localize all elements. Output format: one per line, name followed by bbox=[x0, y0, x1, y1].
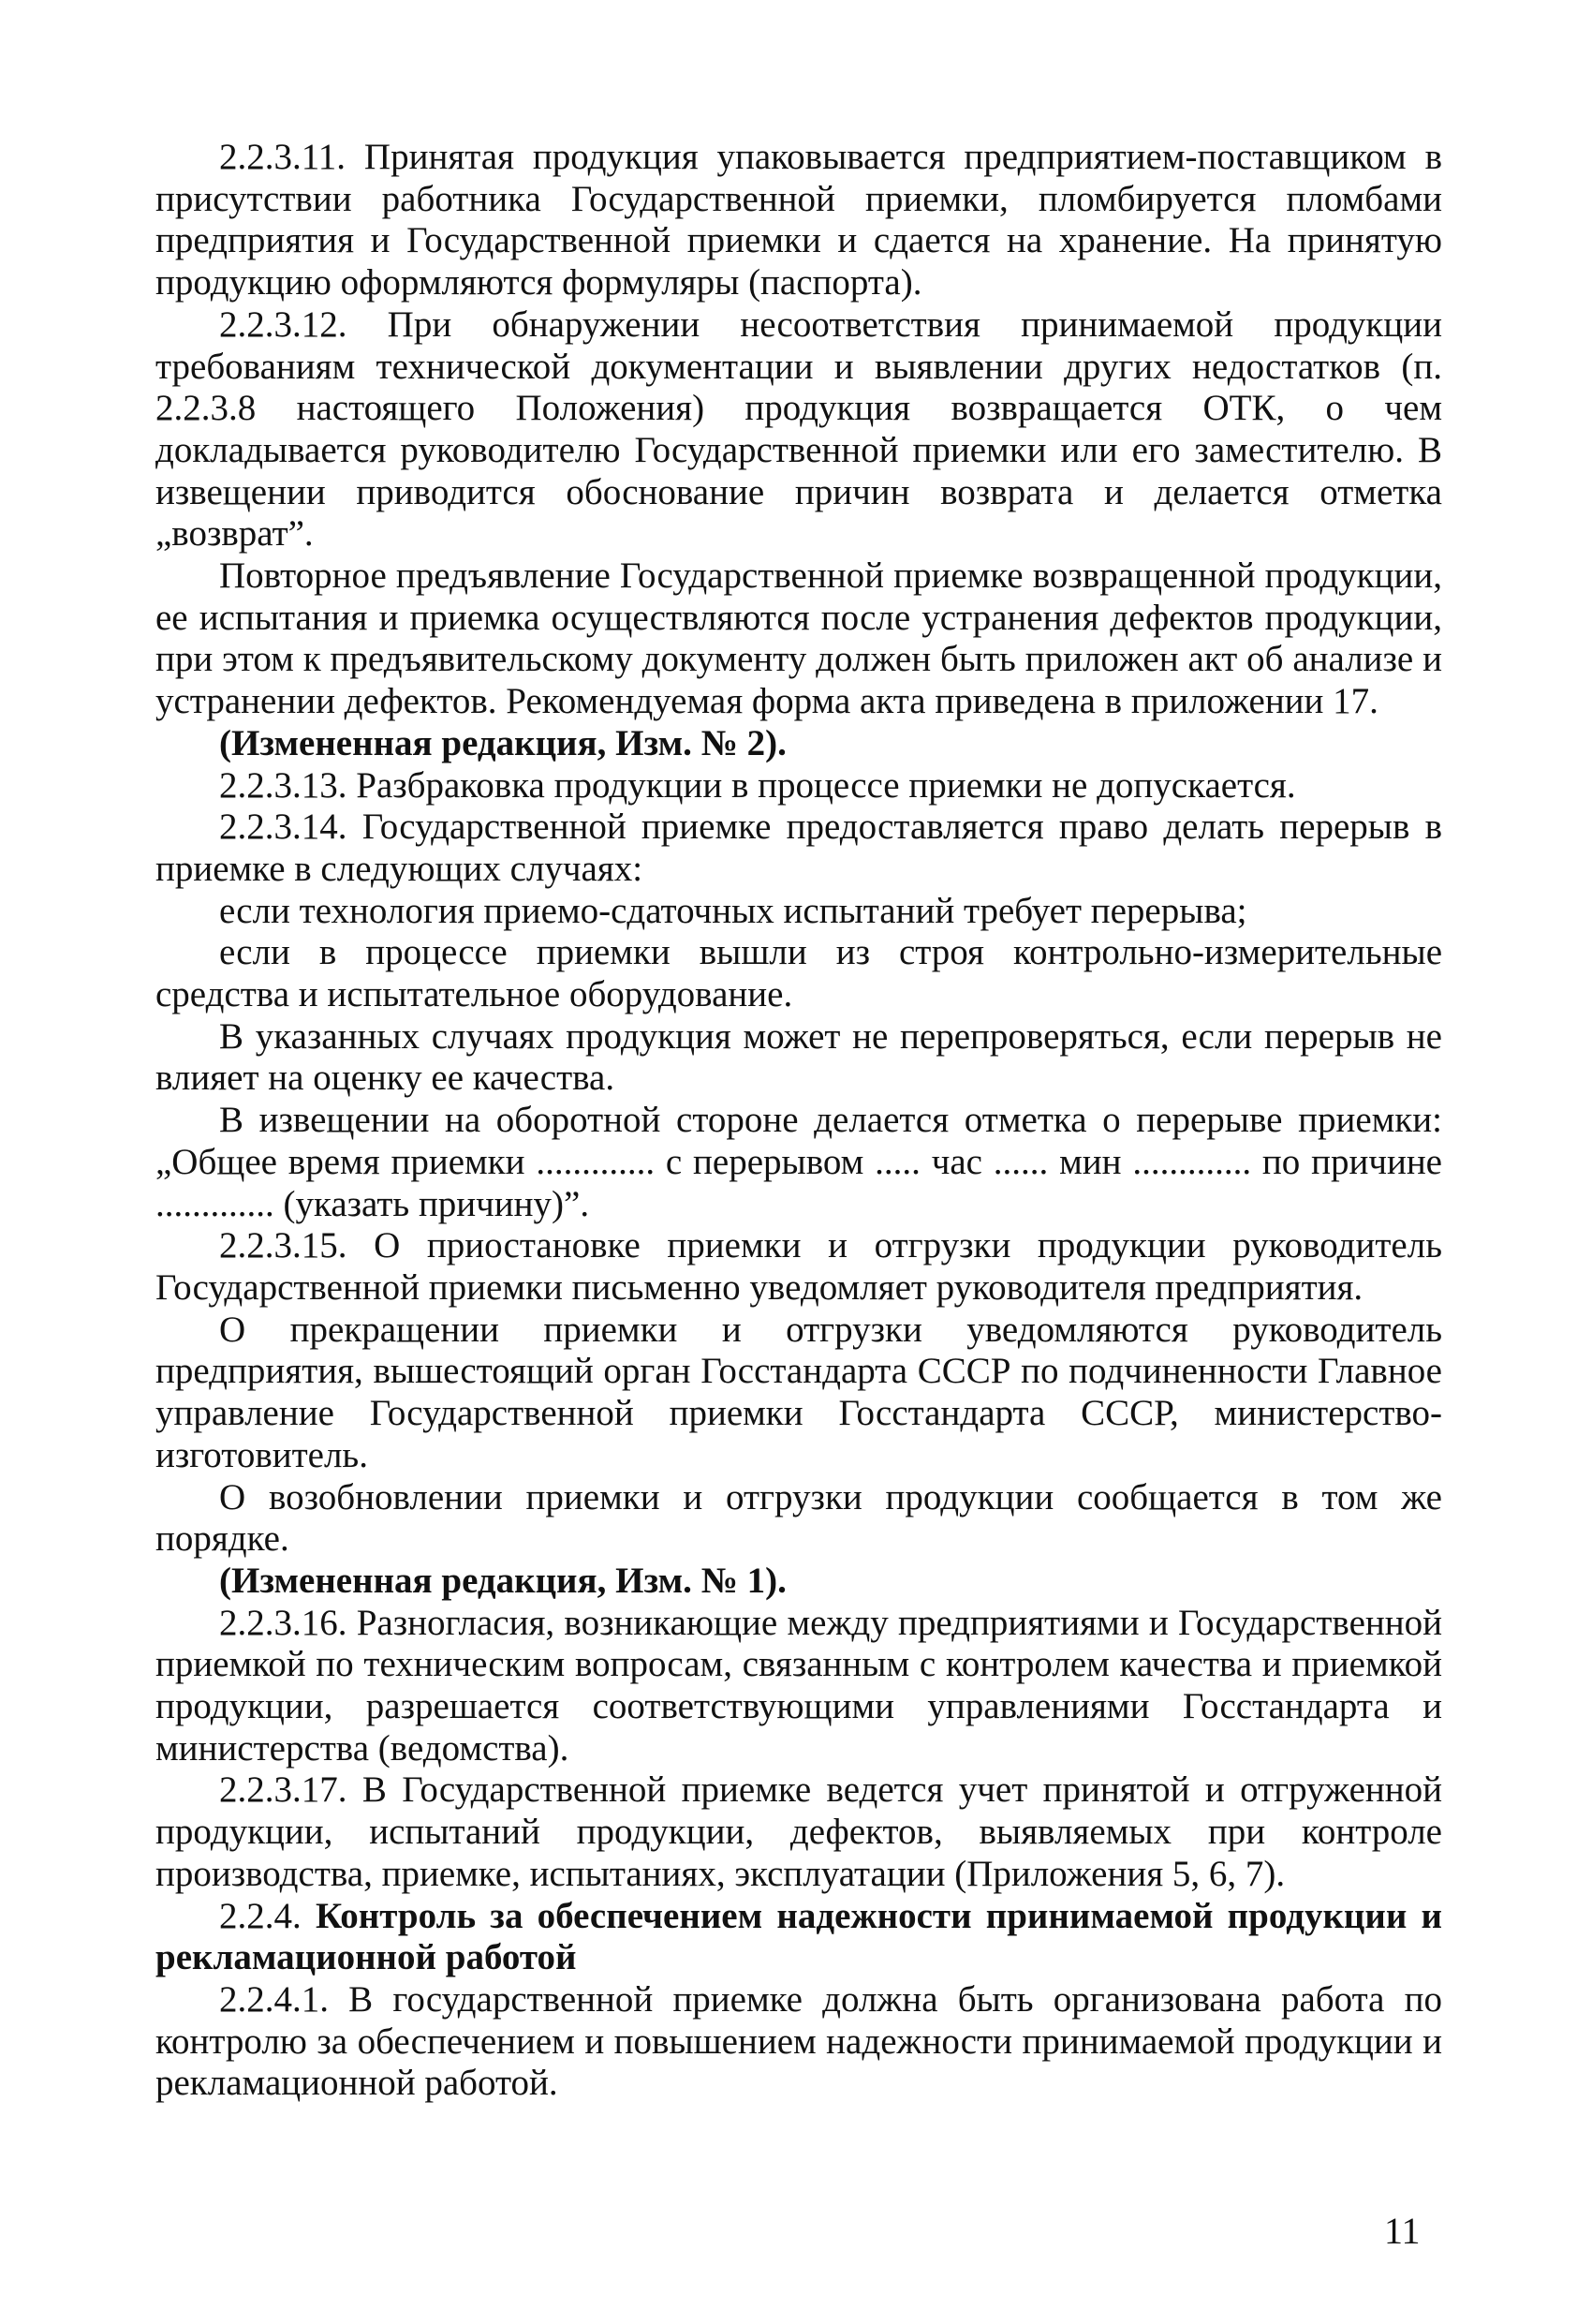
section-number: 2.2.4. bbox=[219, 1895, 302, 1936]
paragraph-repeat-submission: Повторное предъявление Государственной приемке возвращенной продукции, ее испытания и приемка осуществляются после устранения дефектов продукции, при этом к предъявительскому документу должен быть приложен акт об анализе и устранении дефектов. Рекомендуемая форма акта приведена в приложении 17. bbox=[155, 555, 1442, 722]
paragraph-2-2-3-14: 2.2.3.14. Государственной приемке предоставляется право делать перерыв в приемке в следующих случаях: bbox=[155, 807, 1442, 889]
section-heading-2-2-4 bbox=[155, 1896, 1442, 1979]
section-title: Контроль за обеспечением надежности принимаемой продукции и рекламационной работой bbox=[155, 1895, 1442, 1978]
paragraph-2-2-3-15: 2.2.3.15. О приостановке приемки и отгрузки продукции руководитель Государственной приемки письменно уведомляет руководителя предприятия. bbox=[155, 1225, 1442, 1308]
amendment-note-2: (Измененная редакция, Изм. № 2). bbox=[219, 722, 787, 763]
page-number: 11 bbox=[1384, 2210, 1421, 2252]
paragraph-2-2-3-16: 2.2.3.16. Разногласия, возникающие между предприятиями и Государственной приемкой по техническим вопросам, связанным с контролем качества и приемкой продукции, разрешается соответствующими управлениями Госстандарта и министерства (ведомства). bbox=[155, 1602, 1442, 1769]
paragraph-2-2-3-11: 2.2.3.11. Принятая продукция упаковывается предприятием-поставщиком в присутствии работника Государственной приемки, пломбируется пломбами предприятия и Государственной приемки и сдается на хранение. На принятую продукцию оформляются формуляры (паспорта). bbox=[155, 137, 1442, 303]
paragraph-no-recheck: В указанных случаях продукция может не перепроверяться, если перерыв не влияет на оценку ее качества. bbox=[155, 1015, 1442, 1099]
paragraph-2-2-3-12: 2.2.3.12. При обнаружении несоответствия принимаемой продукции требованиям технической документации и выявлении других недостатков (п. 2.2.3.8 настоящего Положения) продукция возвращается ОТК, о чем докладывается руководителю Государственной приемки или его заместителю. В извещении приводится обоснование причин возврата и делается отметка „возврат”. bbox=[155, 303, 1442, 555]
paragraph-2-2-3-13: 2.2.3.13. Разбраковка продукции в процессе приемки не допускается. bbox=[219, 764, 1296, 806]
document-body bbox=[155, 137, 1442, 2105]
list-item-equipment: если в процессе приемки вышли из строя контрольно-измерительные средства и испытательное оборудование. bbox=[155, 932, 1442, 1015]
paragraph-break-note: В извещении на оборотной стороне делается отметка о перерыве приемки: „Общее время приемки ............. с перерывом ..... час ...... мин ............. по причине ............. (указать причину)”. bbox=[155, 1100, 1442, 1224]
paragraph-2-2-4-1: 2.2.4.1. В государственной приемке должна быть организована работа по контролю за обеспечением и повышением надежности принимаемой продукции и рекламационной работой. bbox=[155, 1978, 1442, 2104]
list-item-technology: если технология приемо-сдаточных испытаний требует перерыва; bbox=[219, 890, 1247, 931]
amendment-note-1: (Измененная редакция, Изм. № 1). bbox=[219, 1560, 787, 1601]
paragraph-termination: О прекращении приемки и отгрузки уведомляются руководитель предприятия, вышестоящий орган Госстандарта СССР по подчиненности Главное управление Государственной приемки Госстандарта СССР, министерство-изготовитель. bbox=[155, 1309, 1442, 1475]
paragraph-resumption: О возобновлении приемки и отгрузки продукции сообщается в том же порядке. bbox=[155, 1476, 1442, 1560]
paragraph-2-2-3-17: 2.2.3.17. В Государственной приемке ведется учет принятой и отгруженной продукции, испытаний продукции, дефектов, выявляемых при контроле производства, приемке, испытаниях, эксплуатации (Приложения 5, 6, 7). bbox=[155, 1769, 1442, 1894]
